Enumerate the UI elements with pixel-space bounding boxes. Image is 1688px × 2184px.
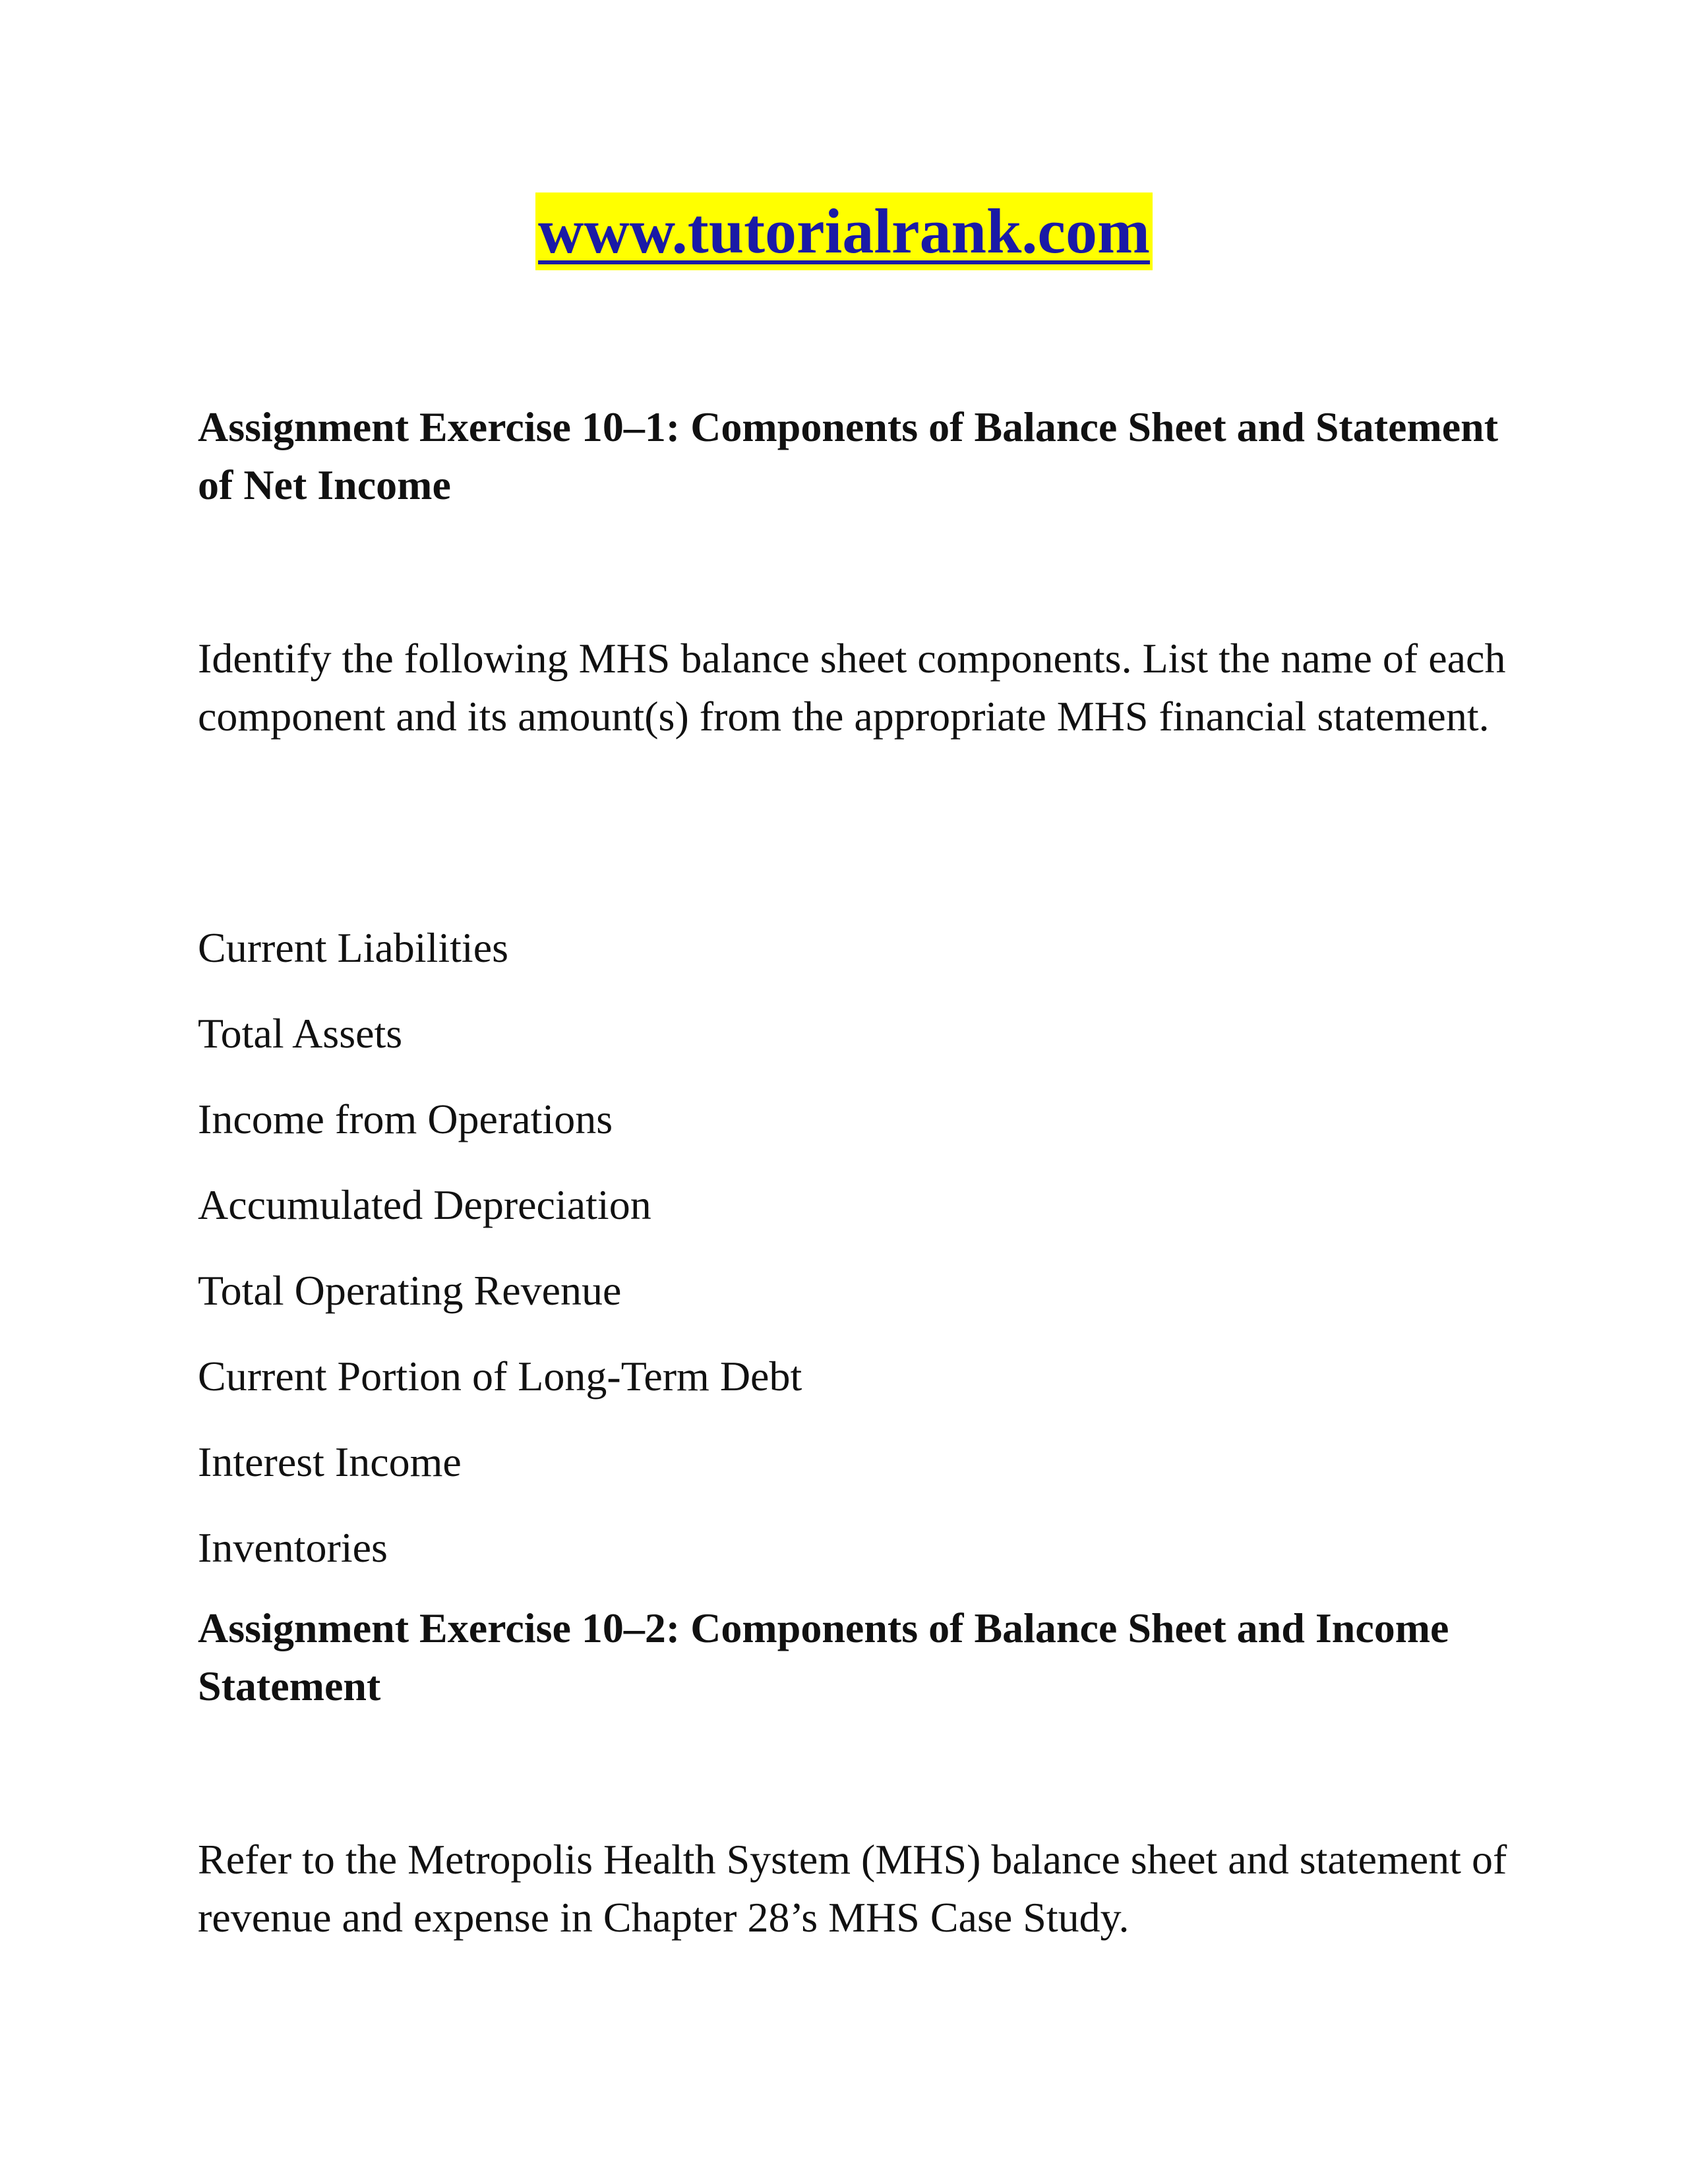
site-link-container: [0, 192, 1688, 270]
list-item: Income from Operations: [198, 1096, 613, 1142]
list-item: Inventories: [198, 1524, 388, 1571]
component-list: [198, 919, 802, 1605]
list-item: Current Portion of Long-Term Debt: [198, 1353, 802, 1400]
list-item: Accumulated Depreciation: [198, 1181, 651, 1228]
exercise-2-title: Assignment Exercise 10–2: Components of Balance Sheet and Income Statement: [198, 1605, 1449, 1709]
exercise-1-instructions: Identify the following MHS balance sheet components. List the name of each component and its amount(s) from the appropriate MHS financial statement.: [198, 635, 1506, 740]
site-link[interactable]: www.tutorialrank.com: [535, 192, 1153, 270]
list-item: Interest Income: [198, 1438, 462, 1485]
exercise-2-instructions: Refer to the Metropolis Health System (MHS) balance sheet and statement of revenue and expense in Chapter 28’s MHS Case Study.: [198, 1836, 1507, 1941]
list-item: Total Operating Revenue: [198, 1267, 622, 1314]
exercise-1-title: Assignment Exercise 10–1: Components of Balance Sheet and Statement of Net Income: [198, 403, 1499, 508]
list-item: Total Assets: [198, 1010, 403, 1057]
list-item: Current Liabilities: [198, 924, 508, 971]
